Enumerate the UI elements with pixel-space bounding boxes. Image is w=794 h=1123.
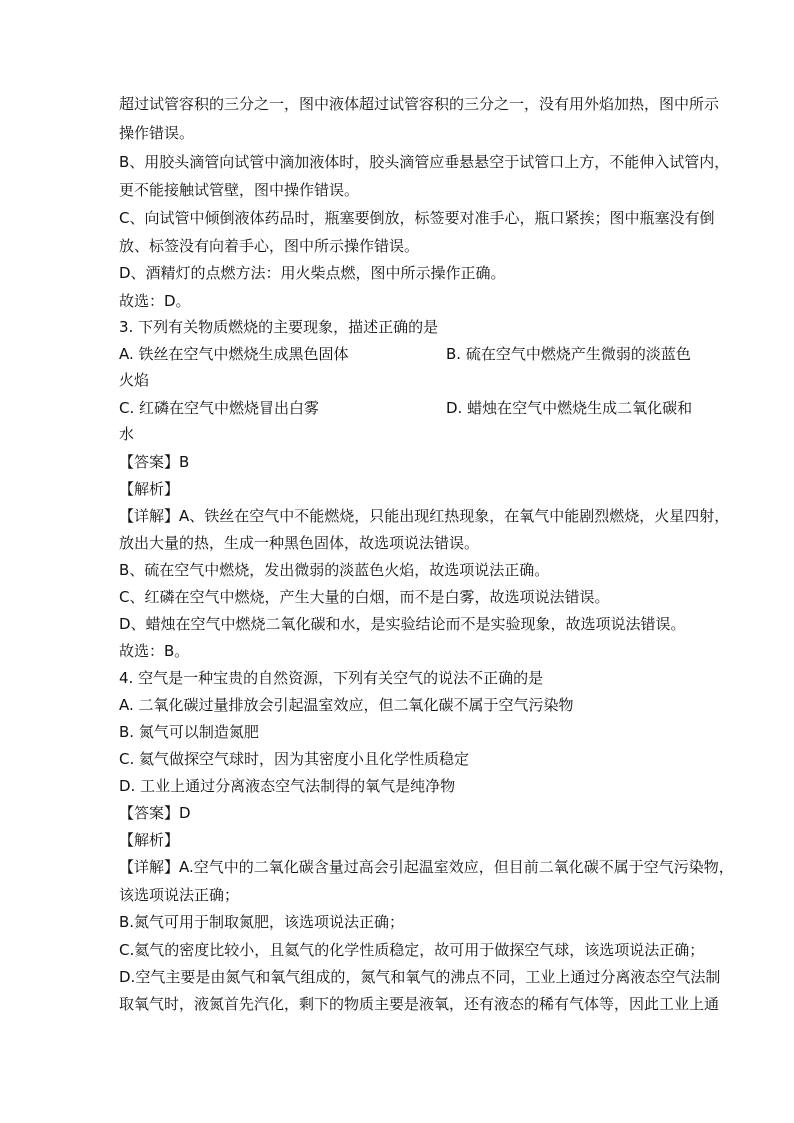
text-line: 超过试管容积的三分之一，图中液体超过试管容积的三分之一，没有用外焰加热，图中所示 <box>119 95 720 113</box>
analysis-3-heading: 【解析】 <box>119 480 180 498</box>
analysis-4-heading: 【解析】 <box>119 831 180 849</box>
question-4-option-d: D. 工业上通过分离液态空气法制得的氧气是纯净物 <box>119 777 456 795</box>
question-3: 3. 下列有关物质燃烧的主要现象，描述正确的是 <box>119 318 439 336</box>
text-line: 放、标签没有向着手心，图中所示操作错误。 <box>119 237 420 255</box>
question-4-option-c: C. 氦气做探空气球时，因为其密度小且化学性质稳定 <box>119 750 470 768</box>
text-line: 故选：D。 <box>119 292 191 310</box>
detail-3-line: B、硫在空气中燃烧，发出微弱的淡蓝色火焰，故选项说法正确。 <box>119 561 550 579</box>
question-3-option-a: A. 铁丝在空气中燃烧生成黑色固体 <box>119 345 349 363</box>
text-line: B、用胶头滴管向试管中滴加液体时，胶头滴管应垂悬悬空于试管口上方，不能伸入试管内， <box>119 153 730 171</box>
question-3-option-d-cont: 水 <box>119 425 135 443</box>
question-4: 4. 空气是一种宝贵的自然资源，下列有关空气的说法不正确的是 <box>119 669 544 687</box>
text-line: C、向试管中倾倒液体药品时，瓶塞要倒放，标签要对准手心，瓶口紧挨；图中瓶塞没有倒 <box>119 209 715 227</box>
question-3-option-b-cont: 火焰 <box>119 371 150 389</box>
detail-3-line: 放出大量的热，生成一种黑色固体，故选项说法错误。 <box>119 534 480 552</box>
text-line: D、酒精灯的点燃方法：用火柴点燃，图中所示操作正确。 <box>119 264 506 282</box>
detail-4-line: 该选项说法正确； <box>119 886 240 904</box>
detail-4-line: B.氮气可用于制取氮肥，该选项说法正确； <box>119 913 405 931</box>
answer-3: 【答案】B <box>119 453 190 471</box>
question-3-option-c: C. 红磷在空气中燃烧冒出白雾 <box>119 399 320 417</box>
detail-3-line: 故选：B。 <box>119 642 190 660</box>
detail-3-line: D、蜡烛在空气中燃烧二氧化碳和水，是实验结论而不是实验现象，故选项说法错误。 <box>119 615 686 633</box>
question-3-option-b: B. 硫在空气中燃烧产生微弱的淡蓝色 <box>446 345 691 363</box>
text-line: 操作错误。 <box>119 124 195 142</box>
detail-3-line: C、红磷在空气中燃烧，产生大量的白烟，而不是白雾，故选项说法错误。 <box>119 588 610 606</box>
answer-4: 【答案】D <box>119 804 191 822</box>
question-4-option-b: B. 氮气可以制造氮肥 <box>119 723 259 741</box>
question-3-option-d: D. 蜡烛在空气中燃烧生成二氧化碳和 <box>446 399 693 417</box>
text-line: 更不能接触试管壁，图中操作错误。 <box>119 181 360 199</box>
question-4-option-a: A. 二氧化碳过量排放会引起温室效应，但二氧化碳不属于空气污染物 <box>119 696 574 714</box>
detail-3-line: 【详解】A、铁丝在空气中不能燃烧，只能出现红热现象，在氧气中能剧烈燃烧，火星四射， <box>119 507 730 525</box>
detail-4-line: 【详解】A.空气中的二氧化碳含量过高会引起温室效应，但目前二氧化碳不属于空气污染物， <box>119 858 734 876</box>
detail-4-line: D.空气主要是由氮气和氧气组成的，氮气和氧气的沸点不同，工业上通过分离液态空气法制 <box>119 968 721 986</box>
detail-4-line: C.氦气的密度比较小，且氦气的化学性质稳定，故可用于做探空气球，该选项说法正确； <box>119 941 705 959</box>
detail-4-line: 取氧气时，液氮首先汽化，剩下的物质主要是液氧，还有液态的稀有气体等，因此工业上通 <box>119 995 720 1013</box>
